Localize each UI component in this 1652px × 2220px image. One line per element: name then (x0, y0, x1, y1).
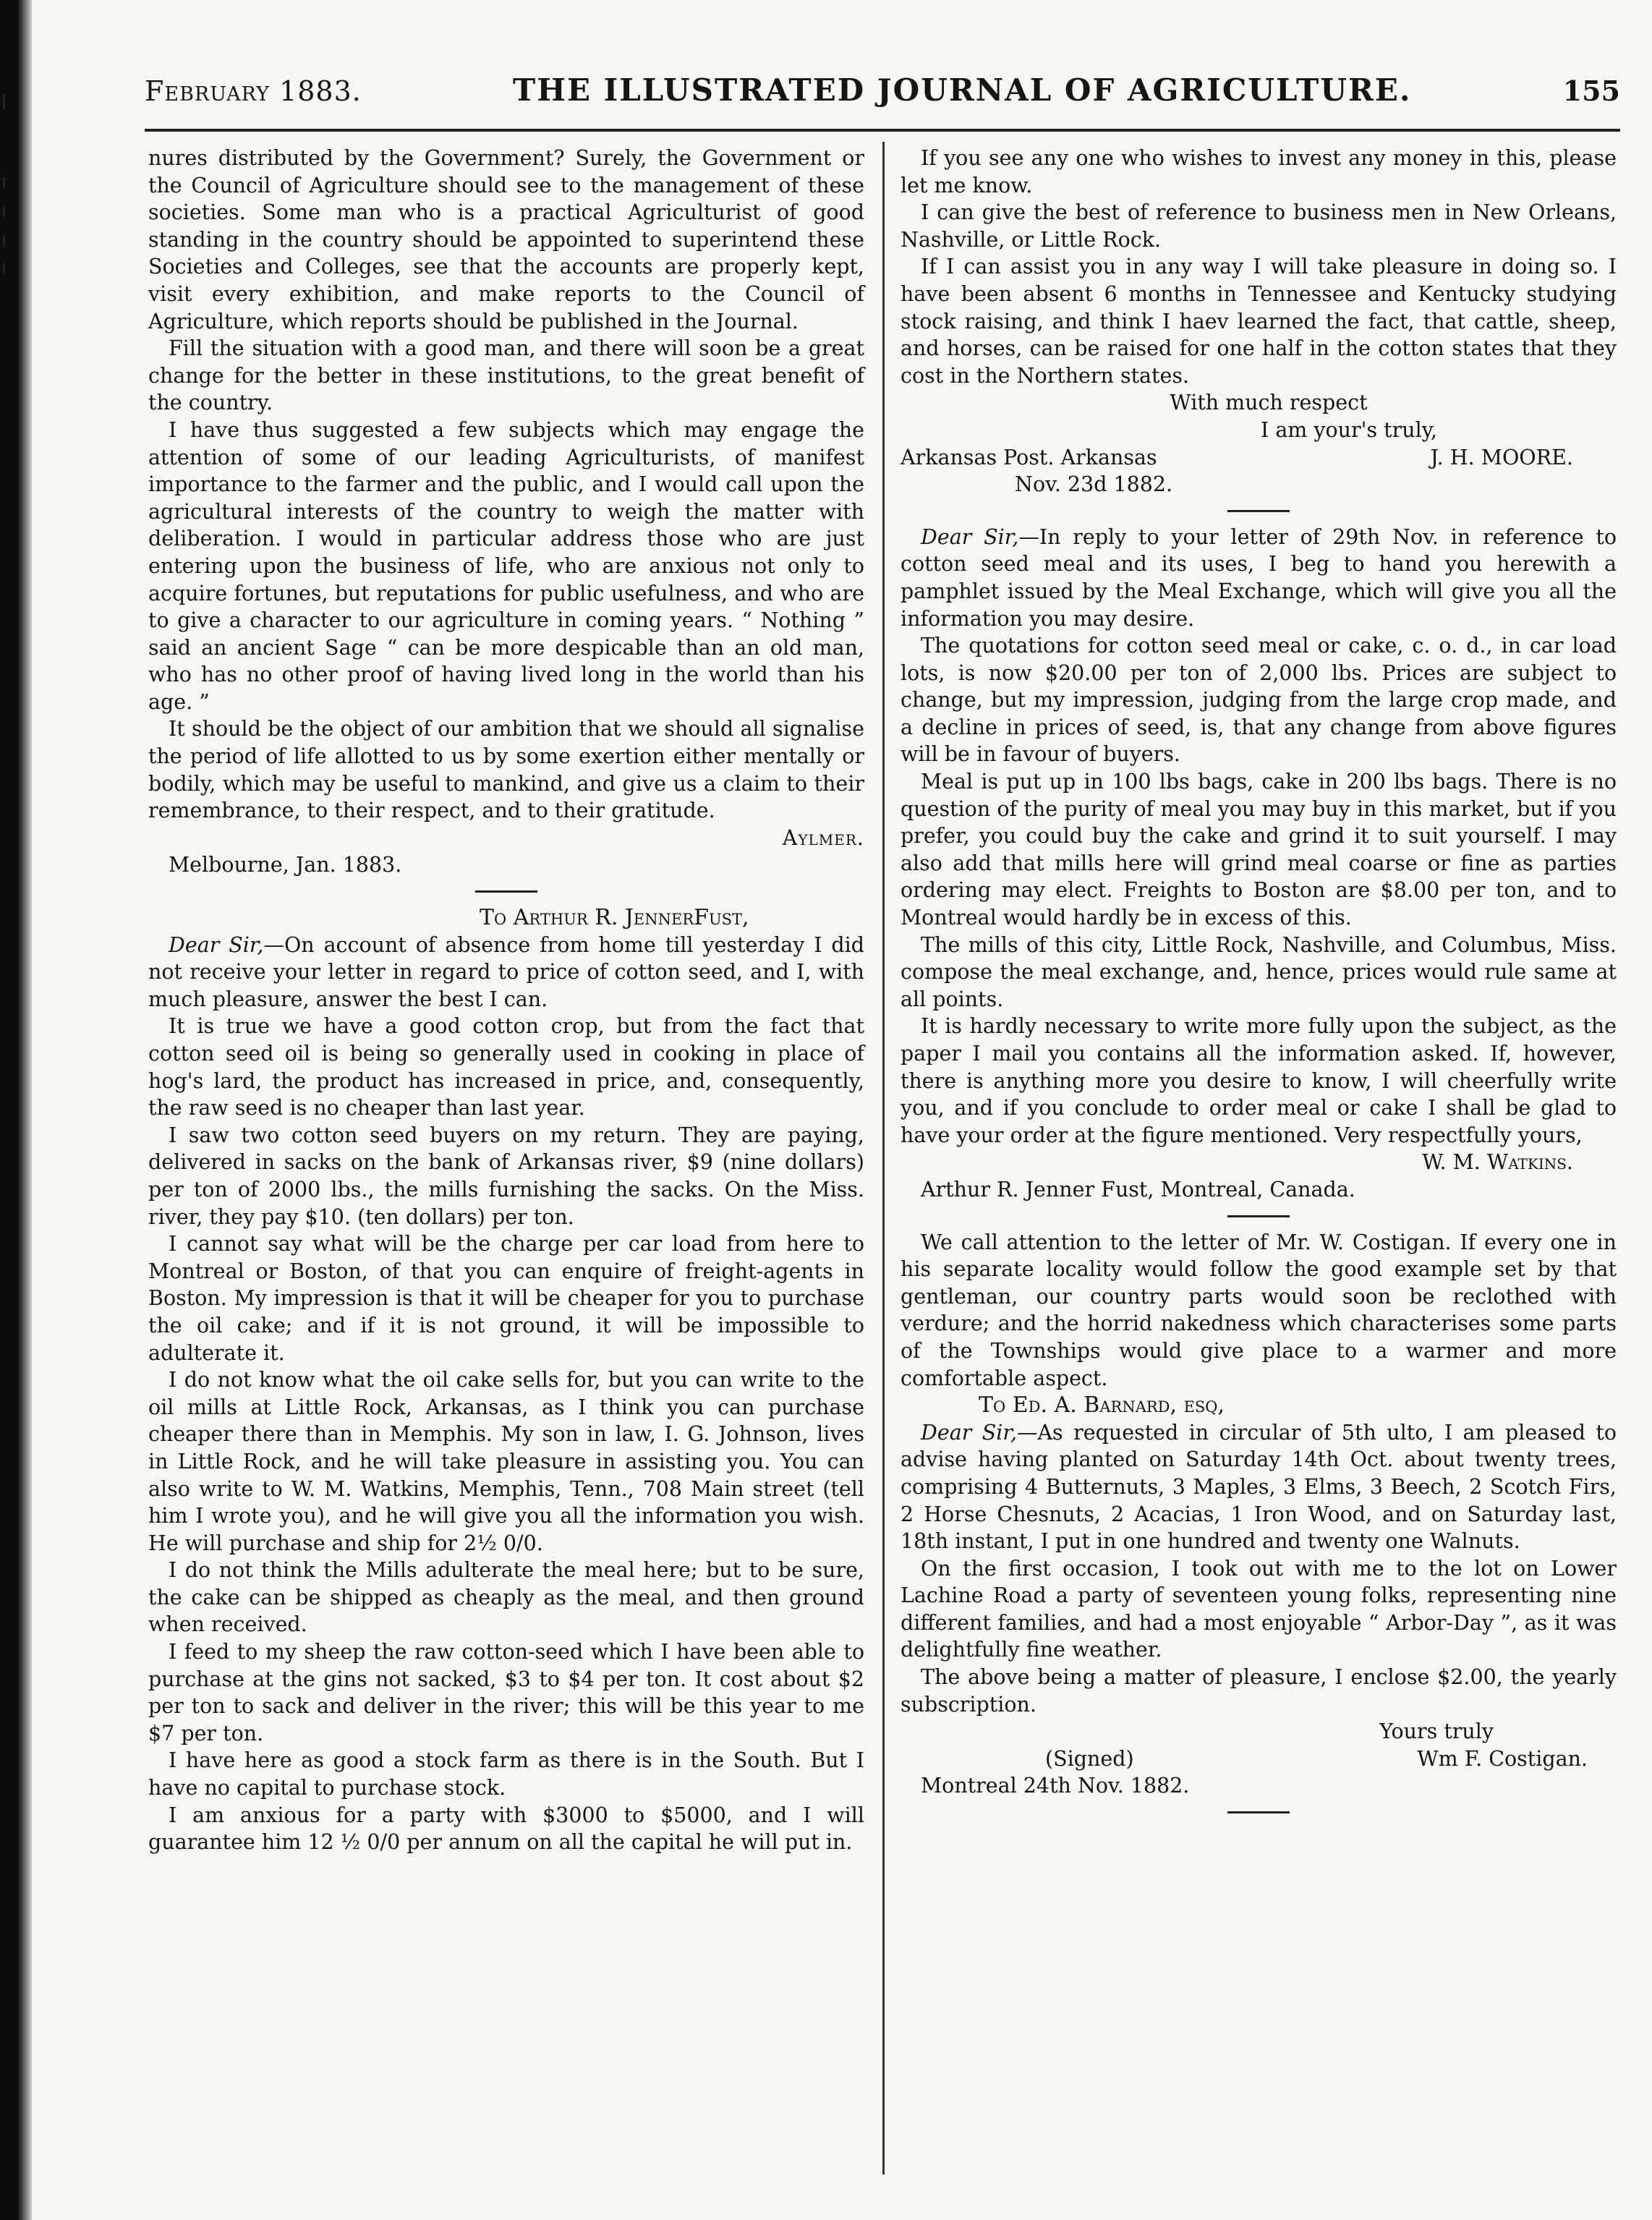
page-number: 155 (1562, 75, 1620, 107)
salutation: Dear Sir, (921, 524, 1019, 549)
paragraph: The quotations for cotton seed meal or cake, c. o. d., in car load lots, is now $20.00 per ton of 2,000 lbs. Prices are subject to change, but my impression, judging from the large crop made, and a decline in prices of seed, is, that any change from above figures will be in favour of buyers. (900, 634, 1617, 767)
paragraph: I am anxious for a party with $3000 to $5000, and I will guarantee him 12 ½ 0/0 per annum on all the capital he will put in. (148, 1803, 864, 1855)
signature-aylmer: Aylmer. (782, 825, 864, 850)
paragraph: I do not know what the oil cake sells for, but you can write to the oil mills at Little Rock, Arkansas, as I think you can purchase cheaper there than in Memphis. My son in law, I. G. Johnson, lives in Little Rock, and he will take pleasure in assisting you. You can also write to W. M. Watkins, Memphis, Tenn., 708 Main street (tell him I wrote you), and he will give you all the information you wish. He will purchase and ship for 2½ 0/0. (148, 1368, 864, 1555)
dateline-melbourne: Melbourne, Jan. 1883. (169, 853, 402, 877)
paragraph: On the first occasion, I took out with me to the lot on Lower Lachine Road a party of seventeen young folks, representing nine different families, and had a most enjoyable “ Arbor-Day ”, as it was delightfully fine weather. (900, 1556, 1617, 1662)
date-moore: Nov. 23d 1882. (1015, 472, 1173, 497)
closing-line: Yours truly (1379, 1719, 1494, 1744)
paragraph-text: —As requested in circular of 5th ulto, I am pleased to advise having planted on Saturday 14th Oct. about twenty trees, comprising 4 Butternuts, 3 Maples, 3 Elms, 3 Beech, 2 Scotch Firs, 2 Horse Chesnuts, 2 Acacias, 1 Iron Wood, and on Saturday last, 18th instant, I put in one hundred and twenty one Walnuts. (900, 1420, 1617, 1554)
signature-block-moore (900, 444, 1617, 472)
signature-moore: J. H. MOORE. (1430, 445, 1573, 469)
paragraph: It is hardly necessary to write more fully upon the subject, as the paper I mail you contains all the information asked. If, however, there is anything more you desire to know, I will cheerfully write you, and if you conclude to order meal or cake I shall be glad to have your order at the figure mentioned. Very respectfully yours, (900, 1014, 1617, 1147)
header-rule (145, 129, 1620, 132)
binding-scan-marks (0, 0, 32, 2220)
paragraph: The mills of this city, Little Rock, Nashville, and Columbus, Miss. compose the meal exchange, and, hence, prices would rule same at all points. (900, 932, 1617, 1011)
paragraph: I have thus suggested a few subjects which may engage the attention of some of our leading Agriculturists, of manifest importance to the farmer and the public, and I would call upon the agricultural interests of the country to weigh the matter with deliberation. I would in particular address those who are just entering upon the business of life, who are anxious not only to acquire fortunes, but reputations for public usefulness, and who are to give a character to our agriculture in coming years. “ Nothing ” said an ancient Sage “ can be more despicable than an old man, who has no other proof of having lived long in the world than his age. ” (148, 417, 864, 714)
paragraph: The above being a matter of pleasure, I enclose $2.00, the yearly subscription. (900, 1665, 1617, 1717)
column-divider (882, 142, 885, 2174)
section-rule (1227, 510, 1290, 512)
paragraph: It is true we have a good cotton crop, but from the fact that cotton seed oil is being so generally used in cooking in place of hog's lard, the product has increased in price, and, consequently, the raw seed is no cheaper than last year. (148, 1014, 864, 1120)
paragraph: If I can assist you in any way I will take pleasure in doing so. I have been absent 6 months in Tennessee and Kentucky studying stock raising, and think I haev learned the fact, that cattle, sheep, and horses, can be raised for one half in the cotton states that they cost in the Northern states. (900, 255, 1617, 388)
signature-costigan: Wm F. Costigan. (1417, 1746, 1588, 1771)
section-rule (1227, 1811, 1290, 1813)
paragraph: Fill the situation with a good man, and there will soon be a great change for the better in these institutions, to the great benefit of the country. (148, 336, 864, 415)
paragraph: I can give the best of reference to business men in New Orleans, Nashville, or Little Rock. (900, 200, 1617, 252)
paragraph: I do not think the Mills adulterate the meal here; but to be sure, the cake can be shipped as cheaply as the meal, and then ground when received. (148, 1558, 864, 1637)
paragraph: It should be the object of our ambition that we should all signalise the period of life allotted to us by some exertion either mentally or bodily, which may be useful to mankind, and give us a claim to their remembrance, to their respect, and to their gratitude. (148, 717, 864, 823)
place-arkansas: Arkansas Post. Arkansas (900, 445, 1157, 469)
paragraph: I cannot say what will be the charge per car load from here to Montreal or Boston, of that you can enquire of freight-agents in Boston. My impression is that it will be cheaper for you to purchase the oil cake; and if it is not ground, it will be impossible to adulterate it. (148, 1232, 864, 1365)
paragraph-text: —On account of absence from home till yesterday I did not receive your letter in regard to price of cotton seed, and I, with much pleasure, answer the best I can. (148, 932, 864, 1011)
paragraph: I have here as good a stock farm as there is in the South. But I have no capital to purchase stock. (148, 1748, 864, 1800)
signature-block-costigan (900, 1745, 1617, 1773)
paragraph-text: —In reply to your letter of 29th Nov. in reference to cotton seed meal and its uses, I beg to hand you herewith a pamphlet issued by the Meal Exchange, which will give you all the information you may desire. (900, 524, 1617, 631)
section-rule (1227, 1215, 1290, 1217)
closing-line: I am your's truly, (1261, 417, 1438, 442)
letter-addressee: To Ed. A. Barnard, esq, (979, 1392, 1225, 1419)
paragraph: nures distributed by the Government? Surely, the Government or the Council of Agriculture should see to the management of these societies. Some man who is a practical Agriculturist of good standing in the country should be appointed to superintend these Societies and Colleges, see that the accounts are properly kept, visit every exhibition, and make reports to the Council of Agriculture, which reports should be published in the Journal. (148, 146, 864, 333)
addressee-fust: Arthur R. Jenner Fust, Montreal, Canada. (921, 1177, 1355, 1202)
paragraph: We call attention to the letter of Mr. W. Costigan. If every one in his separate locality would follow the good example set by that gentleman, our country parts would soon be reclothed with verdure; and the horrid nakedness which characterises some parts of the Townships would give place to a warmer and more comfortable aspect. (900, 1230, 1617, 1390)
journal-title: THE ILLUSTRATED JOURNAL OF AGRICULTURE. (513, 72, 1412, 108)
header-date: February 1883. (145, 75, 362, 107)
salutation: Dear Sir, (921, 1420, 1017, 1445)
closing-line: With much respect (1170, 391, 1368, 415)
paragraph: I feed to my sheep the raw cotton-seed which I have been able to purchase at the gins not sacked, $3 to $4 per ton. It cost about $2 per ton to sack and deliver in the river; this will be this year to me $7 per ton. (148, 1640, 864, 1745)
paragraph: Meal is put up in 100 lbs bags, cake in 200 lbs bags. There is no question of the purity of meal you may buy in this market, but if you prefer, you could buy the cake and grind it to suit yourself. I may also add that mills here will grind meal coarse or fine as parties ordering may elect. Freights to Boston are $8.00 per ton, and to Montreal would hardly be in excess of this. (900, 770, 1617, 930)
dateline-montreal: Montreal 24th Nov. 1882. (921, 1774, 1190, 1798)
running-header (145, 72, 1620, 119)
letter-addressee: To Arthur R. JennerFust, (480, 905, 749, 931)
paragraph: I saw two cotton seed buyers on my return. They are paying, delivered in sacks on the bank of Arkansas river, $9 (nine dollars) per ton of 2000 lbs., the mills furnishing the sacks. On the Miss. river, they pay $10. (ten dollars) per ton. (148, 1123, 864, 1229)
left-column (148, 145, 864, 1856)
salutation: Dear Sir, (169, 932, 264, 957)
paragraph: If you see any one who wishes to invest any money in this, please let me know. (900, 146, 1617, 197)
signature-watkins: W. M. Watkins. (1422, 1150, 1573, 1175)
section-rule (475, 890, 537, 893)
right-column (900, 145, 1617, 1825)
signed-label: (Signed) (1045, 1746, 1134, 1771)
